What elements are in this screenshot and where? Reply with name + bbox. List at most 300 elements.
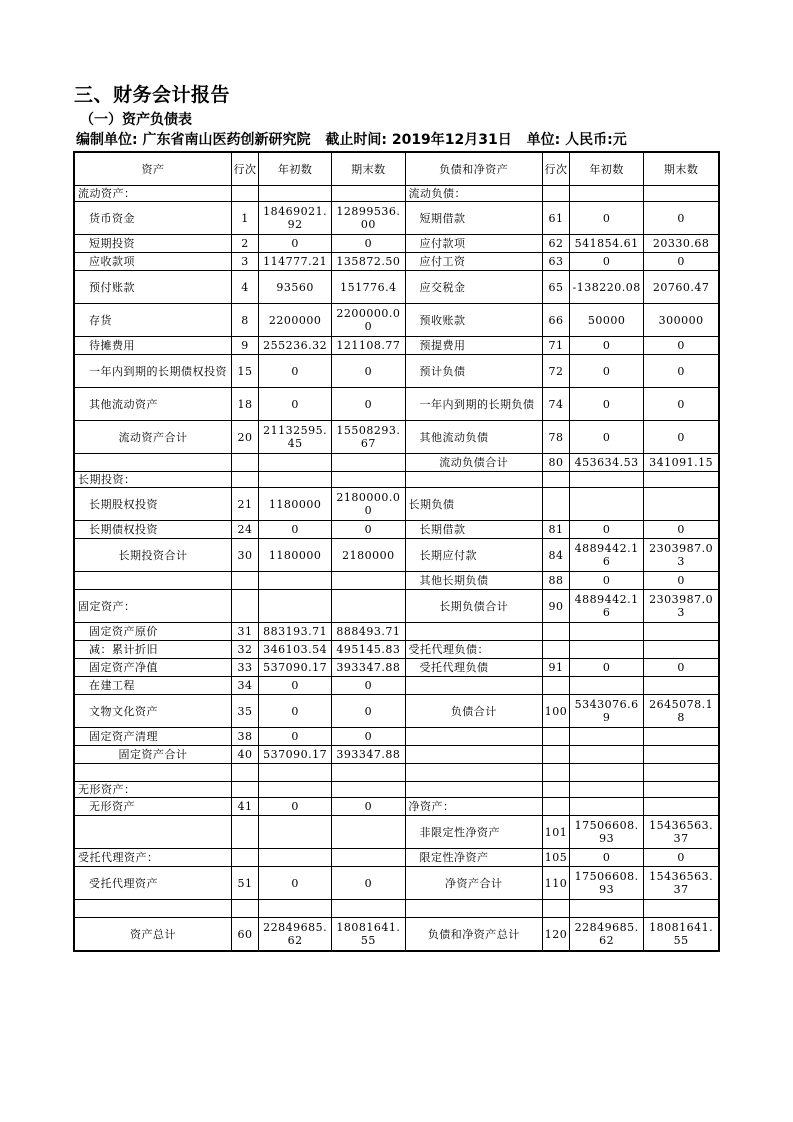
asset-item: 流动资产合计 (74, 421, 231, 454)
asset-line-no (231, 454, 258, 472)
liability-opening: 0 (570, 572, 644, 590)
asset-item: 减：累计折旧 (74, 641, 231, 659)
asset-item (74, 816, 231, 849)
liability-opening (570, 764, 644, 782)
asset-closing (332, 849, 405, 867)
liability-opening (570, 186, 644, 202)
table-row (74, 235, 719, 253)
header-assets: 资产 (74, 152, 231, 186)
asset-line-no: 15 (231, 355, 258, 388)
liability-opening: 5343076.69 (570, 695, 644, 728)
asset-opening: 0 (259, 521, 332, 539)
asset-opening (259, 764, 332, 782)
asset-closing: 135872.50 (332, 253, 405, 271)
asset-line-no: 41 (231, 798, 258, 816)
liability-closing: 0 (644, 421, 719, 454)
table-row (74, 253, 719, 271)
liability-line-no (542, 641, 569, 659)
section-title: 三、财务会计报告 (74, 84, 231, 106)
liability-item: 长期负债合计 (405, 590, 542, 623)
liability-line-no: 65 (542, 271, 569, 304)
asset-closing: 0 (332, 521, 405, 539)
report-meta (76, 129, 637, 149)
asset-item: 固定资产净值 (74, 659, 231, 677)
table-row (74, 472, 719, 488)
asset-closing: 495145.83 (332, 641, 405, 659)
asset-item: 长期投资： (74, 472, 231, 488)
asset-opening: 0 (259, 235, 332, 253)
asset-item (74, 572, 231, 590)
asset-item: 预付账款 (74, 271, 231, 304)
asset-opening: 0 (259, 798, 332, 816)
asset-opening: 255236.32 (259, 337, 332, 355)
table-row (74, 623, 719, 641)
liability-item: 长期应付款 (405, 539, 542, 572)
asset-line-no: 2 (231, 235, 258, 253)
table-row (74, 867, 719, 900)
liability-closing: 0 (644, 849, 719, 867)
asset-item: 一年内到期的长期债权投资 (74, 355, 231, 388)
asset-closing: 888493.71 (332, 623, 405, 641)
header-line-no: 行次 (231, 152, 258, 186)
asset-opening (259, 186, 332, 202)
liability-closing (644, 472, 719, 488)
asset-opening: 537090.17 (259, 659, 332, 677)
liability-item (405, 746, 542, 764)
liability-line-no: 90 (542, 590, 569, 623)
asset-item: 长期投资合计 (74, 539, 231, 572)
asset-line-no: 35 (231, 695, 258, 728)
asset-opening: 0 (259, 388, 332, 421)
liability-line-no: 80 (542, 454, 569, 472)
liability-line-no (542, 488, 569, 521)
asset-closing (332, 764, 405, 782)
subsection-title: （一）资产负债表 (80, 112, 192, 128)
asset-item: 待摊费用 (74, 337, 231, 355)
liability-item: 预收账款 (405, 304, 542, 337)
table-row (74, 271, 719, 304)
liability-item (405, 764, 542, 782)
asset-line-no: 40 (231, 746, 258, 764)
liability-item: 受托代理负债 (405, 659, 542, 677)
liability-line-no: 81 (542, 521, 569, 539)
liability-closing (644, 488, 719, 521)
asset-line-no: 20 (231, 421, 258, 454)
asset-item: 存货 (74, 304, 231, 337)
liability-opening: 0 (570, 659, 644, 677)
liability-closing: 0 (644, 572, 719, 590)
table-row (74, 677, 719, 695)
liability-closing: 300000 (644, 304, 719, 337)
asset-line-no (231, 472, 258, 488)
liability-opening: 17506608.93 (570, 867, 644, 900)
liability-line-no (542, 677, 569, 695)
liability-opening (570, 798, 644, 816)
table-row (74, 849, 719, 867)
asset-opening (259, 900, 332, 918)
liability-closing (644, 764, 719, 782)
asset-opening (259, 590, 332, 623)
header-opening: 年初数 (259, 152, 332, 186)
liability-closing: 2303987.03 (644, 539, 719, 572)
asset-item: 固定资产清理 (74, 728, 231, 746)
table-row (74, 782, 719, 798)
liability-line-no: 72 (542, 355, 569, 388)
table-row (74, 304, 719, 337)
liability-closing: 2645078.18 (644, 695, 719, 728)
liability-line-no (542, 764, 569, 782)
liability-item: 预计负债 (405, 355, 542, 388)
liability-closing: 18081641.55 (644, 918, 719, 952)
liability-line-no: 84 (542, 539, 569, 572)
liability-line-no: 105 (542, 849, 569, 867)
liability-line-no: 62 (542, 235, 569, 253)
liability-item (405, 623, 542, 641)
table-row (74, 388, 719, 421)
asset-item: 固定资产： (74, 590, 231, 623)
asset-line-no: 51 (231, 867, 258, 900)
liability-line-no: 61 (542, 202, 569, 235)
liability-closing: 15436563.37 (644, 816, 719, 849)
liability-opening (570, 728, 644, 746)
asset-closing (332, 186, 405, 202)
liability-line-no: 110 (542, 867, 569, 900)
asset-line-no: 32 (231, 641, 258, 659)
table-row (74, 918, 719, 952)
asset-closing: 2180000 (332, 539, 405, 572)
table-row (74, 764, 719, 782)
asset-line-no: 9 (231, 337, 258, 355)
liability-item: 其他流动负债 (405, 421, 542, 454)
asset-opening: 22849685.62 (259, 918, 332, 952)
liability-opening: 17506608.93 (570, 816, 644, 849)
liability-item: 应交税金 (405, 271, 542, 304)
liability-closing: 2303987.03 (644, 590, 719, 623)
table-row (74, 728, 719, 746)
liability-closing (644, 186, 719, 202)
liability-line-no (542, 798, 569, 816)
liability-opening: 453634.53 (570, 454, 644, 472)
asset-item (74, 454, 231, 472)
liability-item (405, 677, 542, 695)
liability-opening: 0 (570, 849, 644, 867)
liability-line-no: 74 (542, 388, 569, 421)
asset-closing: 15508293.67 (332, 421, 405, 454)
liability-item: 长期借款 (405, 521, 542, 539)
liability-item: 流动负债： (405, 186, 542, 202)
table-row (74, 590, 719, 623)
liability-closing: 0 (644, 355, 719, 388)
liability-item (405, 900, 542, 918)
liability-item: 其他长期负债 (405, 572, 542, 590)
liability-opening: 22849685.62 (570, 918, 644, 952)
liability-closing (644, 746, 719, 764)
liability-line-no (542, 623, 569, 641)
liability-opening (570, 623, 644, 641)
asset-opening: 1180000 (259, 539, 332, 572)
asset-closing: 393347.88 (332, 659, 405, 677)
asset-line-no: 3 (231, 253, 258, 271)
asset-item: 其他流动资产 (74, 388, 231, 421)
asset-line-no (231, 572, 258, 590)
liability-opening: 4889442.16 (570, 590, 644, 623)
asset-closing (332, 590, 405, 623)
table-row (74, 454, 719, 472)
liability-item: 净资产合计 (405, 867, 542, 900)
liability-item: 预提费用 (405, 337, 542, 355)
liability-item (405, 728, 542, 746)
liability-line-no (542, 472, 569, 488)
asset-line-no (231, 764, 258, 782)
asset-closing: 2200000.00 (332, 304, 405, 337)
asset-line-no: 21 (231, 488, 258, 521)
liability-opening (570, 900, 644, 918)
compiling-unit: 编制单位: 广东省南山医药创新研究院 (76, 132, 311, 148)
liability-closing: 0 (644, 253, 719, 271)
liability-opening (570, 472, 644, 488)
liability-closing (644, 623, 719, 641)
liability-item: 非限定性净资产 (405, 816, 542, 849)
asset-opening: 0 (259, 355, 332, 388)
liability-item: 负债和净资产总计 (405, 918, 542, 952)
asset-line-no: 34 (231, 677, 258, 695)
table-row (74, 202, 719, 235)
asset-closing: 12899536.00 (332, 202, 405, 235)
asset-item: 在建工程 (74, 677, 231, 695)
asset-line-no (231, 590, 258, 623)
balance-sheet-table (73, 151, 720, 952)
liability-item: 流动负债合计 (405, 454, 542, 472)
asset-opening: 0 (259, 695, 332, 728)
liability-item: 一年内到期的长期负债 (405, 388, 542, 421)
liability-item: 短期借款 (405, 202, 542, 235)
liability-closing (644, 641, 719, 659)
asset-item: 无形资产： (74, 782, 231, 798)
asset-item: 资产总计 (74, 918, 231, 952)
asset-line-no (231, 849, 258, 867)
asset-line-no: 33 (231, 659, 258, 677)
asset-line-no: 18 (231, 388, 258, 421)
table-row (74, 816, 719, 849)
liability-item: 负债合计 (405, 695, 542, 728)
asset-item: 流动资产： (74, 186, 231, 202)
liability-item: 应付工资 (405, 253, 542, 271)
liability-line-no (542, 186, 569, 202)
asset-line-no: 1 (231, 202, 258, 235)
asset-line-no: 31 (231, 623, 258, 641)
asset-opening: 537090.17 (259, 746, 332, 764)
liability-closing: 20330.68 (644, 235, 719, 253)
liability-line-no: 66 (542, 304, 569, 337)
asset-opening: 1180000 (259, 488, 332, 521)
liability-closing (644, 798, 719, 816)
asset-item: 长期股权投资 (74, 488, 231, 521)
asset-line-no: 4 (231, 271, 258, 304)
asset-closing: 0 (332, 695, 405, 728)
asset-opening: 93560 (259, 271, 332, 304)
liability-closing: 0 (644, 521, 719, 539)
table-row (74, 798, 719, 816)
liability-line-no (542, 728, 569, 746)
table-row (74, 641, 719, 659)
asset-opening (259, 816, 332, 849)
asset-line-no (231, 782, 258, 798)
asset-opening: 2200000 (259, 304, 332, 337)
asset-closing (332, 782, 405, 798)
asset-closing: 121108.77 (332, 337, 405, 355)
asset-closing: 0 (332, 235, 405, 253)
table-row (74, 539, 719, 572)
cutoff-date: 截止时间: 2019年12月31日 (325, 132, 512, 148)
liability-opening: 4889442.16 (570, 539, 644, 572)
asset-closing (332, 816, 405, 849)
table-row (74, 695, 719, 728)
liability-closing: 15436563.37 (644, 867, 719, 900)
liability-item: 应付款项 (405, 235, 542, 253)
asset-closing: 393347.88 (332, 746, 405, 764)
liability-item: 限定性净资产 (405, 849, 542, 867)
liability-opening: 0 (570, 521, 644, 539)
asset-line-no (231, 816, 258, 849)
asset-closing (332, 472, 405, 488)
liability-closing: 20760.47 (644, 271, 719, 304)
liability-line-no (542, 782, 569, 798)
asset-item: 长期债权投资 (74, 521, 231, 539)
liability-line-no: 101 (542, 816, 569, 849)
liability-opening (570, 677, 644, 695)
asset-opening: 0 (259, 728, 332, 746)
asset-opening (259, 472, 332, 488)
asset-item: 货币资金 (74, 202, 231, 235)
asset-opening: 346103.54 (259, 641, 332, 659)
asset-opening: 114777.21 (259, 253, 332, 271)
liability-item (405, 782, 542, 798)
liability-opening: 0 (570, 253, 644, 271)
asset-closing: 0 (332, 677, 405, 695)
liability-closing: 0 (644, 659, 719, 677)
asset-closing: 2180000.00 (332, 488, 405, 521)
asset-closing: 0 (332, 798, 405, 816)
liability-opening: 0 (570, 355, 644, 388)
asset-opening: 0 (259, 867, 332, 900)
asset-closing: 18081641.55 (332, 918, 405, 952)
asset-line-no: 8 (231, 304, 258, 337)
asset-item: 无形资产 (74, 798, 231, 816)
table-row (74, 900, 719, 918)
liability-opening: 541854.61 (570, 235, 644, 253)
asset-item: 应收款项 (74, 253, 231, 271)
asset-opening: 0 (259, 677, 332, 695)
liability-line-no (542, 900, 569, 918)
header-closing: 期末数 (644, 152, 719, 186)
asset-closing: 0 (332, 728, 405, 746)
asset-item: 固定资产合计 (74, 746, 231, 764)
header-opening: 年初数 (570, 152, 644, 186)
liability-item (405, 472, 542, 488)
asset-item: 短期投资 (74, 235, 231, 253)
asset-item: 文物文化资产 (74, 695, 231, 728)
liability-item: 净资产： (405, 798, 542, 816)
table-row (74, 186, 719, 202)
liability-opening (570, 488, 644, 521)
liability-opening: 50000 (570, 304, 644, 337)
liability-line-no: 91 (542, 659, 569, 677)
table-row (74, 488, 719, 521)
asset-item (74, 764, 231, 782)
liability-line-no: 120 (542, 918, 569, 952)
liability-line-no: 100 (542, 695, 569, 728)
liability-line-no: 78 (542, 421, 569, 454)
table-row (74, 746, 719, 764)
asset-line-no (231, 186, 258, 202)
liability-closing (644, 900, 719, 918)
asset-item: 受托代理资产： (74, 849, 231, 867)
liability-line-no (542, 746, 569, 764)
table-row (74, 659, 719, 677)
liability-closing: 0 (644, 202, 719, 235)
asset-opening: 883193.71 (259, 623, 332, 641)
header-closing: 期末数 (332, 152, 405, 186)
asset-opening (259, 849, 332, 867)
asset-opening (259, 454, 332, 472)
liability-opening: 0 (570, 421, 644, 454)
table-row (74, 572, 719, 590)
liability-opening (570, 746, 644, 764)
liability-line-no: 71 (542, 337, 569, 355)
asset-closing: 151776.4 (332, 271, 405, 304)
asset-opening: 18469021.92 (259, 202, 332, 235)
liability-opening (570, 782, 644, 798)
header-row (74, 152, 719, 186)
table-row (74, 521, 719, 539)
asset-opening (259, 782, 332, 798)
liability-item: 受托代理负债： (405, 641, 542, 659)
liability-closing: 0 (644, 337, 719, 355)
liability-closing: 0 (644, 388, 719, 421)
table-row (74, 421, 719, 454)
liability-opening: 0 (570, 388, 644, 421)
asset-line-no: 30 (231, 539, 258, 572)
liability-closing (644, 782, 719, 798)
asset-item (74, 900, 231, 918)
asset-closing: 0 (332, 355, 405, 388)
asset-line-no (231, 900, 258, 918)
liability-closing (644, 728, 719, 746)
table-row (74, 337, 719, 355)
table-row (74, 355, 719, 388)
asset-closing: 0 (332, 388, 405, 421)
liability-line-no: 88 (542, 572, 569, 590)
asset-opening (259, 572, 332, 590)
asset-closing (332, 454, 405, 472)
asset-closing: 0 (332, 867, 405, 900)
asset-closing (332, 572, 405, 590)
liability-opening: -138220.08 (570, 271, 644, 304)
asset-opening: 21132595.45 (259, 421, 332, 454)
asset-item: 受托代理资产 (74, 867, 231, 900)
liability-opening: 0 (570, 337, 644, 355)
liability-closing: 341091.15 (644, 454, 719, 472)
asset-item: 固定资产原价 (74, 623, 231, 641)
liability-line-no: 63 (542, 253, 569, 271)
header-line-no: 行次 (542, 152, 569, 186)
liability-opening: 0 (570, 202, 644, 235)
header-liabilities: 负债和净资产 (405, 152, 542, 186)
currency-unit: 单位: 人民币:元 (526, 132, 627, 148)
asset-line-no: 38 (231, 728, 258, 746)
asset-closing (332, 900, 405, 918)
liability-item: 长期负债 (405, 488, 542, 521)
